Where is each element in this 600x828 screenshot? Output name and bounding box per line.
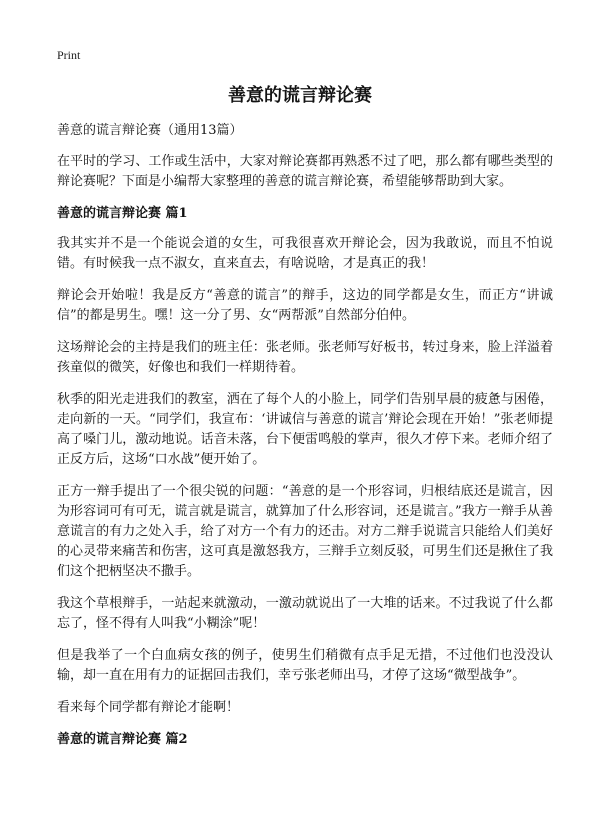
paragraph: 正方一辩手提出了一个很尖锐的问题：“善意的是一个形容词，归根结底还是谎言，因为形容词可有可无，谎言就是谎言，就算加了什么形容词，还是谎言。”我方一辩手从善意谎言的有力之处入手，给了对方一个有力的还击。对方二辩手说谎言只能给人们美好的心灵带来痛苦和伤害，这可真是激怒我方，三辩手立刻反驳，可男生们还是揪住了我们这个把柄坚决不撒手。 [57,484,553,579]
intro-paragraph: 在平时的学习、工作或生活中，大家对辩论赛都再熟悉不过了吧，那么都有哪些类型的辩论赛呢？下面是小编帮大家整理的善意的谎言辩论赛，希望能够帮助到大家。 [57,154,553,189]
paragraph: 看来每个同学都有辩论才能啊！ [57,700,240,715]
section-heading-1: 善意的谎言辩论赛 篇1 [57,206,188,221]
paragraph: 这场辩论会的主持是我们的班主任：张老师。张老师写好板书，转过身来，脸上洋溢着孩童似的微笑，好像也和我们一样期待着。 [57,340,553,375]
print-link[interactable]: Print [57,48,81,62]
page-title: 善意的谎言辩论赛 [228,85,372,106]
section-heading-2: 善意的谎言辩论赛 篇2 [57,732,188,747]
paragraph: 但是我举了一个白血病女孩的例子，使男生们稍微有点手足无措，不过他们也没没认输，却一直在用有力的证据回击我们，幸亏张老师出马，才停了这场“微型战争”。 [57,648,553,683]
paragraph: 我其实并不是一个能说会道的女生，可我很喜欢开辩论会，因为我敢说，而且不怕说错。有时候我一点不淑女，直来直去，有啥说啥，才是真正的我！ [57,236,553,271]
paragraph: 我这个草根辩手，一站起来就激动，一激动就说出了一大堆的话来。不过我说了什么都忘了，怪不得有人叫我“小糊涂”呢！ [57,596,553,631]
paragraph: 秋季的阳光走进我们的教室，洒在了每个人的小脸上，同学们告别早晨的疲惫与困倦，走向新的一天。“同学们，我宣布：‘讲诚信与善意的谎言’辩论会现在开始！”张老师提高了嗓门儿，激动地说。话音未落，台下便雷鸣般的掌声，很久才停下来。老师介绍了正反方后，这场“口水战”便开始了。 [57,392,553,467]
article-subtitle: 善意的谎言辩论赛（通用13篇） [57,123,243,138]
article-body [57,121,553,760]
paragraph: 辩论会开始啦！我是反方“善意的谎言”的辩手，这边的同学都是女生，而正方“讲诚信”的都是男生。嘿！这一分了男、女“两帮派”自然部分伯仲。 [57,288,553,323]
